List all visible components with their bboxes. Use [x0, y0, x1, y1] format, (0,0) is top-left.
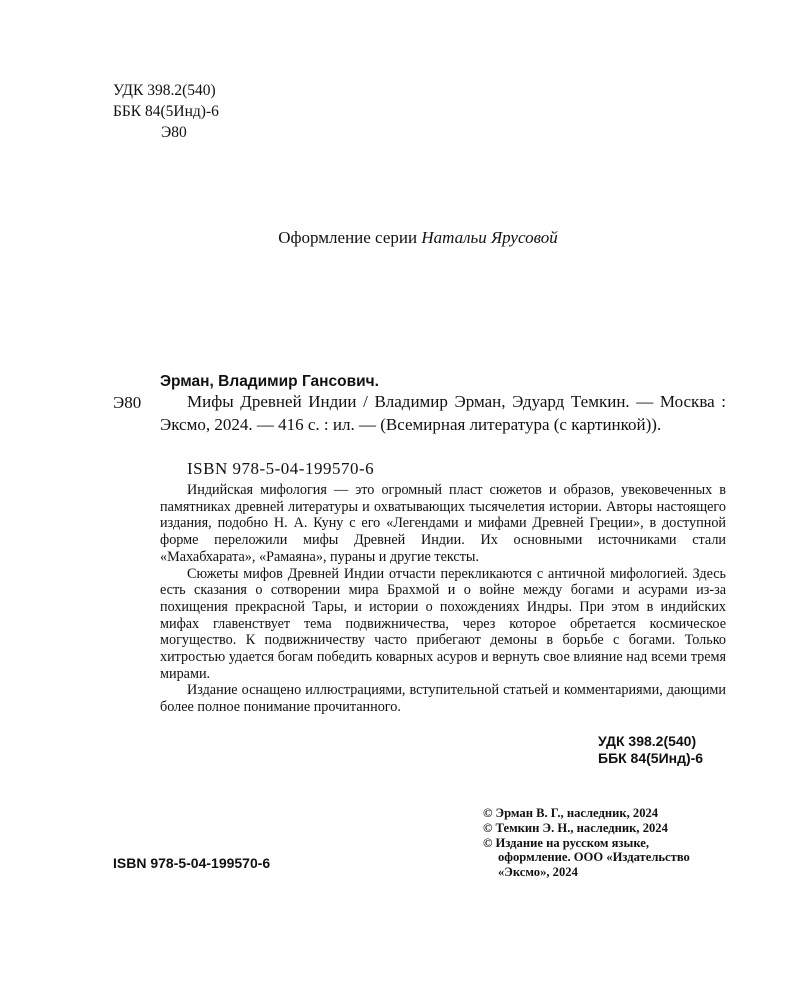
copyright-line: © Темкин Э. Н., наследник, 2024 — [483, 820, 668, 835]
author-heading: Эрман, Владимир Гансович. — [160, 373, 379, 390]
card-bbk: ББК 84(5Инд)-6 — [598, 750, 704, 766]
card-udk: УДК 398.2(540) — [598, 733, 697, 749]
annotation-paragraph: Сюжеты мифов Древней Индии отчасти перекликаются с античной мифологией. Здесь есть сказания о сотворении мира Брахмой и о войне между богами и асурами из-за похищения прекрасной Тары, и истории о похождениях Индры. При этом в индийских мифах главенствует тема подвижничества, через которое обретается космическое могущество. К подвижничеству часто прибегают демоны в борьбе с богами. Только хитростью удается богам победить коварных асуров и вернуть свое влияние над всеми тремя мирами. — [160, 565, 726, 682]
card-cutter: Э80 — [113, 393, 142, 412]
cutter-code: Э80 — [161, 124, 187, 141]
header-codes — [113, 80, 219, 143]
card-isbn: ISBN 978-5-04-199570-6 — [187, 459, 375, 478]
bibliographic-description: Мифы Древней Индии / Владимир Эрман, Эдуард Темкин. — Москва : Эксмо, 2024. — 416 с. : ил. — (Всемирная литература (с картинкой)). — [160, 392, 726, 434]
udk-code: УДК 398.2(540) — [113, 82, 216, 99]
copyright-line: оформление. ООО «Издательство — [498, 850, 690, 865]
copyright-line: © Эрман В. Г., наследник, 2024 — [483, 806, 659, 820]
bbk-code: ББК 84(5Инд)-6 — [113, 103, 219, 120]
series-credit-label: Оформление серии — [278, 228, 418, 247]
copyright-line: «Эксмо», 2024 — [498, 865, 578, 880]
annotation-paragraph: Издание оснащено иллюстрациями, вступительной статьей и комментариями, дающими более полное понимание прочитанного. — [160, 682, 726, 716]
copyright-line: © Издание на русском языке, — [483, 835, 649, 850]
annotation-paragraph: Индийская мифология — это огромный пласт сюжетов и образов, увековеченных в памятниках древней литературы и охватывающих тысячелетия истории. Авторы настоящего издания, подобно Н. А. Куну с его «Легендами и мифами Древней Греции», в доступной форме переложили мифы Древней Индии. Их основными источниками стали «Махабхарата», «Рамаяна», пураны и другие тексты. — [160, 482, 726, 565]
annotation — [160, 482, 726, 716]
copyright-block — [483, 806, 733, 880]
series-credit — [0, 228, 800, 248]
series-designer: Натальи Ярусовой — [421, 228, 558, 247]
card-classification-codes — [598, 733, 703, 767]
isbn-bottom: ISBN 978-5-04-199570-6 — [113, 855, 271, 871]
